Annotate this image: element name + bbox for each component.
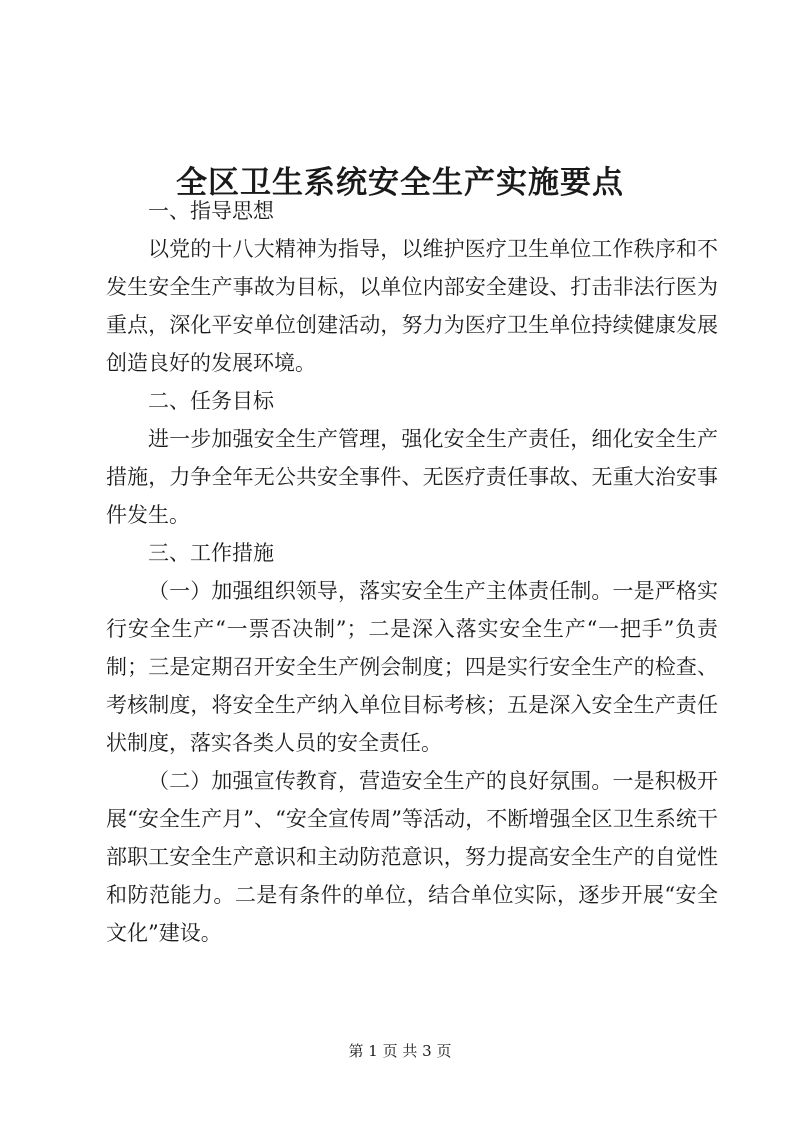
paragraph: （一）加强组织领导，落实安全生产主体责任制。一是严格实行安全生产“一票否决制”；二是深入落实安全生产“一把手”负责制；三是定期召开安全生产例会制度；四是实行安全生产的检查、考核制度，将安全生产纳入单位目标考核；五是深入安全生产责任状制度，落实各类人员的安全责任。 (106, 579, 718, 755)
paragraph: 进一步加强安全生产管理，强化安全生产责任，细化安全生产措施，力争全年无公共安全事件、无医疗责任事故、无重大治安事件发生。 (106, 427, 718, 527)
section-heading: 二、任务目标 (148, 389, 274, 413)
paragraph: （二）加强宣传教育，营造安全生产的良好氛围。一是积极开展“安全生产月”、“安全宣传周”等活动，不断增强全区卫生系统干部职工安全生产意识和主动防范意识，努力提高安全生产的自觉性和防范能力。二是有条件的单位，结合单位实际，逐步开展“安全文化”建设。 (106, 769, 718, 945)
page-footer: 第 1 页 共 3 页 (348, 1042, 452, 1060)
document-title: 全区卫生系统安全生产实施要点 (176, 164, 624, 201)
section-heading: 三、工作措施 (148, 541, 274, 565)
paragraph: 以党的十八大精神为指导，以维护医疗卫生单位工作秩序和不发生安全生产事故为目标，以单位内部安全建设、打击非法行医为重点，深化平安单位创建活动，努力为医疗卫生单位持续健康发展创造良好的发展环境。 (106, 237, 718, 375)
section-heading: 一、指导思想 (148, 199, 274, 223)
document-body (106, 192, 718, 952)
